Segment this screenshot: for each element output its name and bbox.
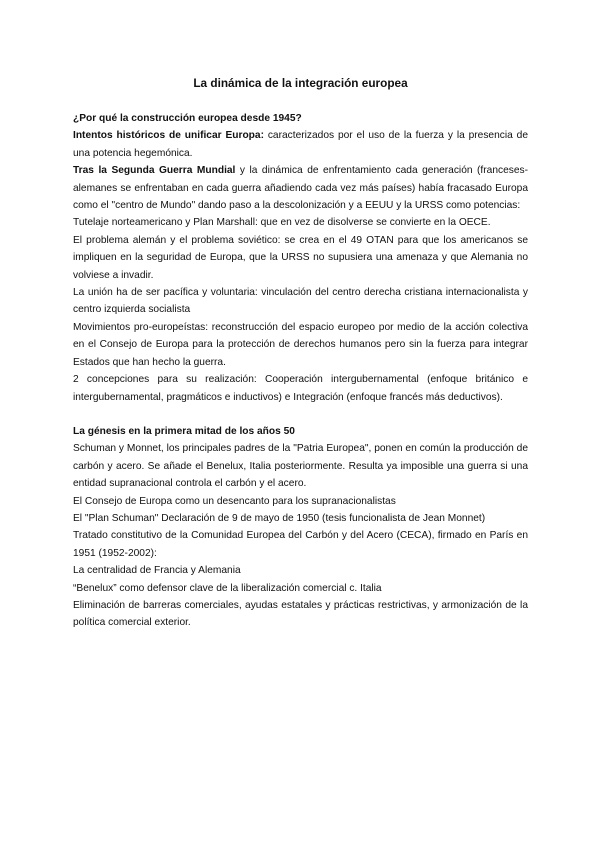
paragraph [73,127,528,162]
paragraph: 2 concepciones para su realización: Cooperación intergubernamental (enfoque británico e intergubernamental, pragmáticos e inductivos) e Integración (enfoque francés más deductivos). [73,374,528,403]
paragraph: Tutelaje norteamericano y Plan Marshall: que en vez de disolverse se convierte en la OECE. [73,217,491,229]
paragraph: Movimientos pro-europeístas: reconstrucción del espacio europeo por medio de la acción colectiva en el Consejo de Europa para la protección de derechos humanos pero sin la fuerza para integrar Estados que han hecho la guerra. [73,321,528,368]
paragraph: El problema alemán y el problema soviético: se crea en el 49 OTAN para que los americanos se impliquen en la seguridad de Europa, que la URSS no supusiera una amenaza y que Alemania no volviese a invadir. [73,234,528,281]
section-heading: La génesis en la primera mitad de los años 50 [73,425,295,437]
page-title: La dinámica de la integración europea [193,76,408,90]
document-page [73,74,528,632]
paragraph: “Benelux” como defensor clave de la liberalización comercial c. Italia [73,582,382,594]
paragraph: La centralidad de Francia y Alemania [73,565,241,577]
paragraph-lead: Tras la Segunda Guerra Mundial [73,165,236,177]
paragraph: El "Plan Schuman" Declaración de 9 de mayo de 1950 (tesis funcionalista de Jean Monnet) [73,512,486,524]
section-heading: ¿Por qué la construcción europea desde 1945? [73,113,302,124]
paragraph-text: caracterizados por el uso de la fuerza y la presencia de una potencia hegemónica. [73,130,528,159]
paragraph: El Consejo de Europa como un desencanto para los supranacionalistas [73,495,396,507]
section-genesis [73,423,528,632]
paragraph-lead: Intentos históricos de unificar Europa: [73,130,264,142]
paragraph: Tratado constitutivo de la Comunidad Europea del Carbón y del Acero (CECA), firmado en París en 1951 (1952-2002): [73,530,528,559]
paragraph: Eliminación de barreras comerciales, ayudas estatales y prácticas restrictivas, y armonización de la política comercial exterior. [73,599,528,629]
paragraph: Schuman y Monnet, los principales padres de la "Patria Europea", ponen en común la producción de carbón y acero. Se añade el Benelux, Italia posteriormente. Resulta ya imposible una guerra si una entidad supranacional controla el carbón y el acero. [73,443,528,490]
paragraph [73,162,528,214]
paragraph: La unión ha de ser pacífica y voluntaria: vinculación del centro derecha cristiana internacionalista y centro izquierda socialista [73,287,528,316]
section-spacer [73,406,528,423]
paragraph-text: y la dinámica de enfrentamiento cada generación (franceses-alemanes se enfrentaban en cada guerra añadiendo cada vez más países) había fracasado Europa como el "centro de Mundo" dando paso a la descolonización y a EEUU y la URSS como potencias: [73,165,528,212]
section-why-construction [73,110,528,406]
